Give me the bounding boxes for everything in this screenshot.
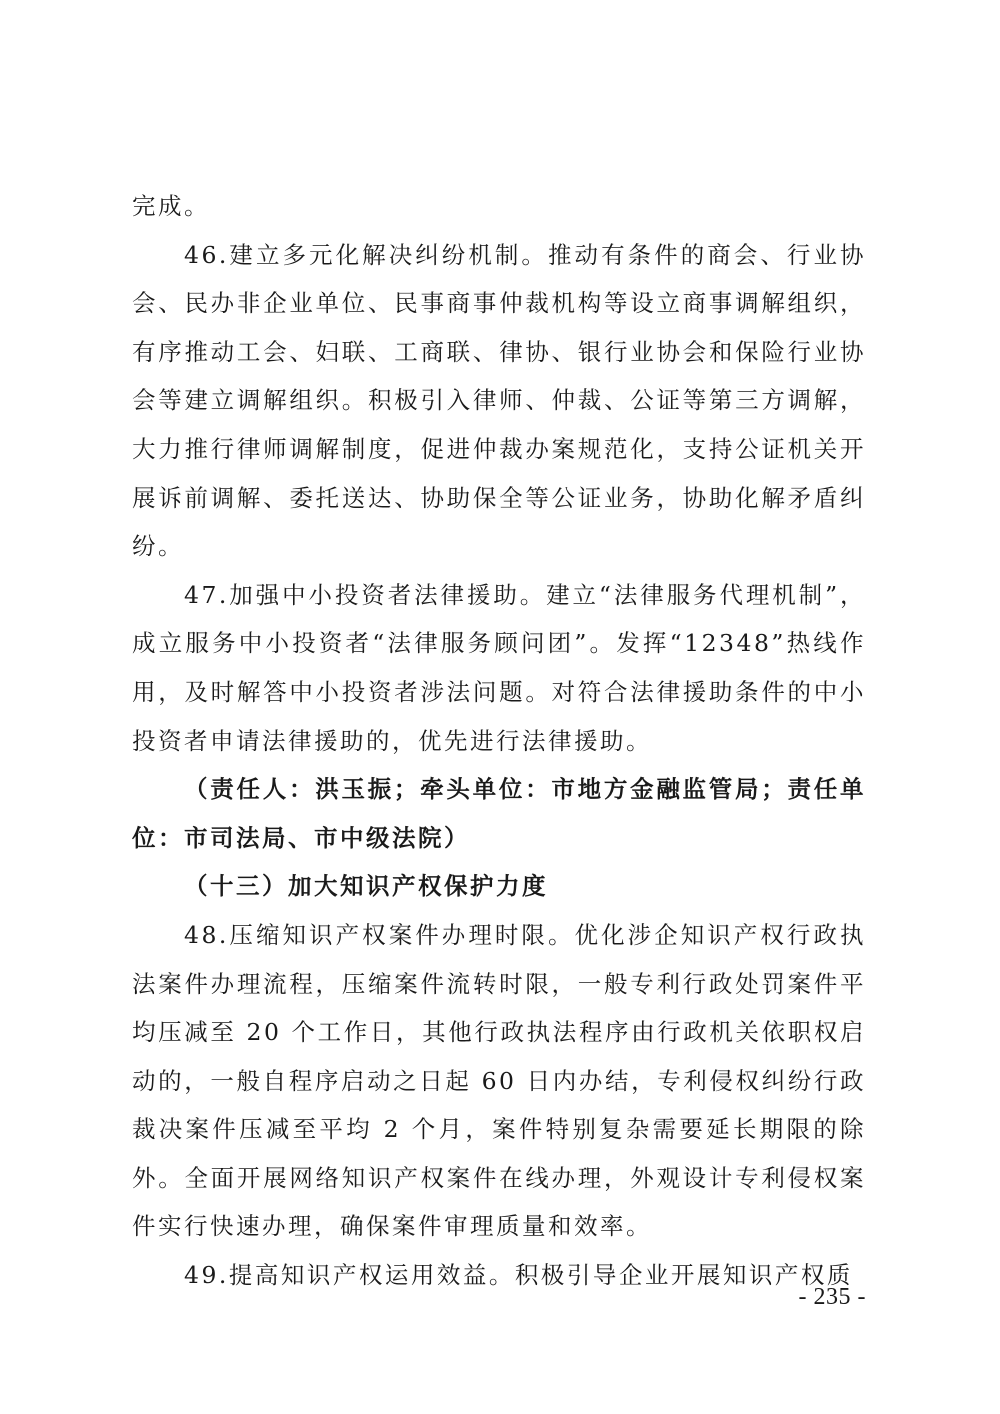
body-text [132, 182, 866, 1300]
responsibility-note: （责任人：洪玉振；牵头单位：市地方金融监管局；责任单位：市司法局、市中级法院） [132, 775, 866, 852]
paragraph-item-49: 49.提高知识产权运用效益。积极引导企业开展知识产权质 [184, 1261, 853, 1290]
page-number: - 235 - [798, 1284, 866, 1310]
section-heading-13: （十三）加大知识产权保护力度 [184, 872, 548, 901]
paragraph-item-47: 47.加强中小投资者法律援助。建立“法律服务代理机制”，成立服务中小投资者“法律服务顾问团”。发挥“12348”热线作用，及时解答中小投资者涉法问题。对符合法律援助条件的中小投资者申请法律援助的，优先进行法律援助。 [132, 580, 866, 755]
paragraph-continuation: 完成。 [132, 192, 210, 220]
paragraph-item-46: 46.建立多元化解决纠纷机制。推动有条件的商会、行业协会、民办非企业单位、民事商事仲裁机构等设立商事调解组织，有序推动工会、妇联、工商联、律协、银行业协会和保险行业协会等建立调解组织。积极引入律师、仲裁、公证等第三方调解，大力推行律师调解制度，促进仲裁办案规范化，支持公证机关开展诉前调解、委托送达、协助保全等公证业务，协助化解矛盾纠纷。 [132, 240, 866, 561]
paragraph-item-48: 48.压缩知识产权案件办理时限。优化涉企知识产权行政执法案件办理流程，压缩案件流转时限，一般专利行政处罚案件平均压减至 20 个工作日，其他行政执法程序由行政机关依职权启动的，一般自程序启动之日起 60 日内办结，专利侵权纠纷行政裁决案件压减至平均 2 个月，案件特别复杂需要延长期限的除外。全面开展网络知识产权案件在线办理，外观设计专利侵权案件实行快速办理，确保案件审理质量和效率。 [132, 920, 866, 1241]
